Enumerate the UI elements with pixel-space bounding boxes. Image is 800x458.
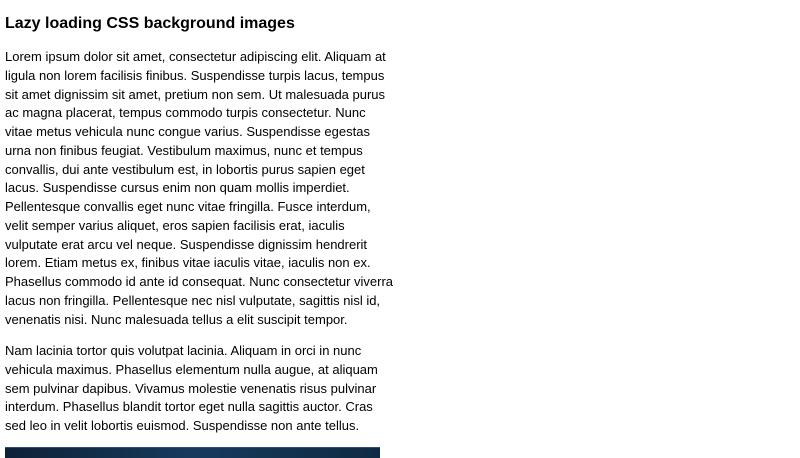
text-line: urna non finibus feugiat. Vestibulum maximus, nunc et tempus [5, 142, 363, 158]
text-line: lacus non fringilla. Pellentesque nec nisl vulputate, sagittis nisl id, [5, 292, 381, 308]
lazy-background-image [5, 447, 380, 458]
text-line: sed leo in velit lobortis euismod. Suspendisse non ante tellus. [5, 418, 360, 433]
text-line: lorem. Etiam metus ex, finibus vitae iaculis vitae, iaculis non ex. [5, 255, 371, 271]
text-line: Nam lacinia tortor quis volutpat lacinia. Aliquam in orci in nunc [5, 343, 362, 358]
text-line: sem pulvinar dapibus. Vivamus molestie venenatis risus pulvinar [5, 380, 377, 396]
text-line: Pellentesque convallis eget nunc vitae fringilla. Fusce interdum, [5, 199, 371, 214]
text-line: interdum. Phasellus blandit tortor eget nulla sagittis auctor. Cras [5, 399, 373, 415]
text-line: convallis, dui ante vestibulum est, in lobortis purus sapien eget [5, 161, 365, 177]
text-line: ac magna placerat, tempus commodo turpis consectetur. Nunc [5, 105, 366, 121]
text-line: ligula non lorem facilisis finibus. Suspendisse turpis lacus, tempus [5, 67, 385, 83]
text-line: vitae metus vehicula nunc congue varius. Suspendisse egestas [5, 124, 370, 139]
text-line: velit semper varius aliquet, eros sapien facilisis erat, iaculis [5, 217, 345, 233]
text-line: vulputate erat arcu vel neque. Suspendisse dignissim hendrerit [5, 236, 368, 252]
paragraph-1 [5, 48, 393, 329]
text-line: Lorem ipsum dolor sit amet, consectetur adipiscing elit. Aliquam at [5, 49, 386, 64]
text-line: vehicula maximus. Phasellus elementum nulla augue, at aliquam [5, 361, 378, 377]
text-line: lacus. Suspendisse cursus enim non quam mollis imperdiet. [5, 180, 350, 196]
page-title: Lazy loading CSS background images [5, 15, 295, 32]
text-line: Phasellus commodo id ante id consequat. Nunc consectetur viverra [5, 274, 394, 289]
text-line: venenatis nisi. Nunc malesuada tellus a elit suscipit tempor. [5, 311, 348, 327]
paragraph-2 [5, 342, 378, 436]
text-line: sit amet dignissim sit amet, pretium non sem. Ut malesuada purus [5, 86, 386, 102]
